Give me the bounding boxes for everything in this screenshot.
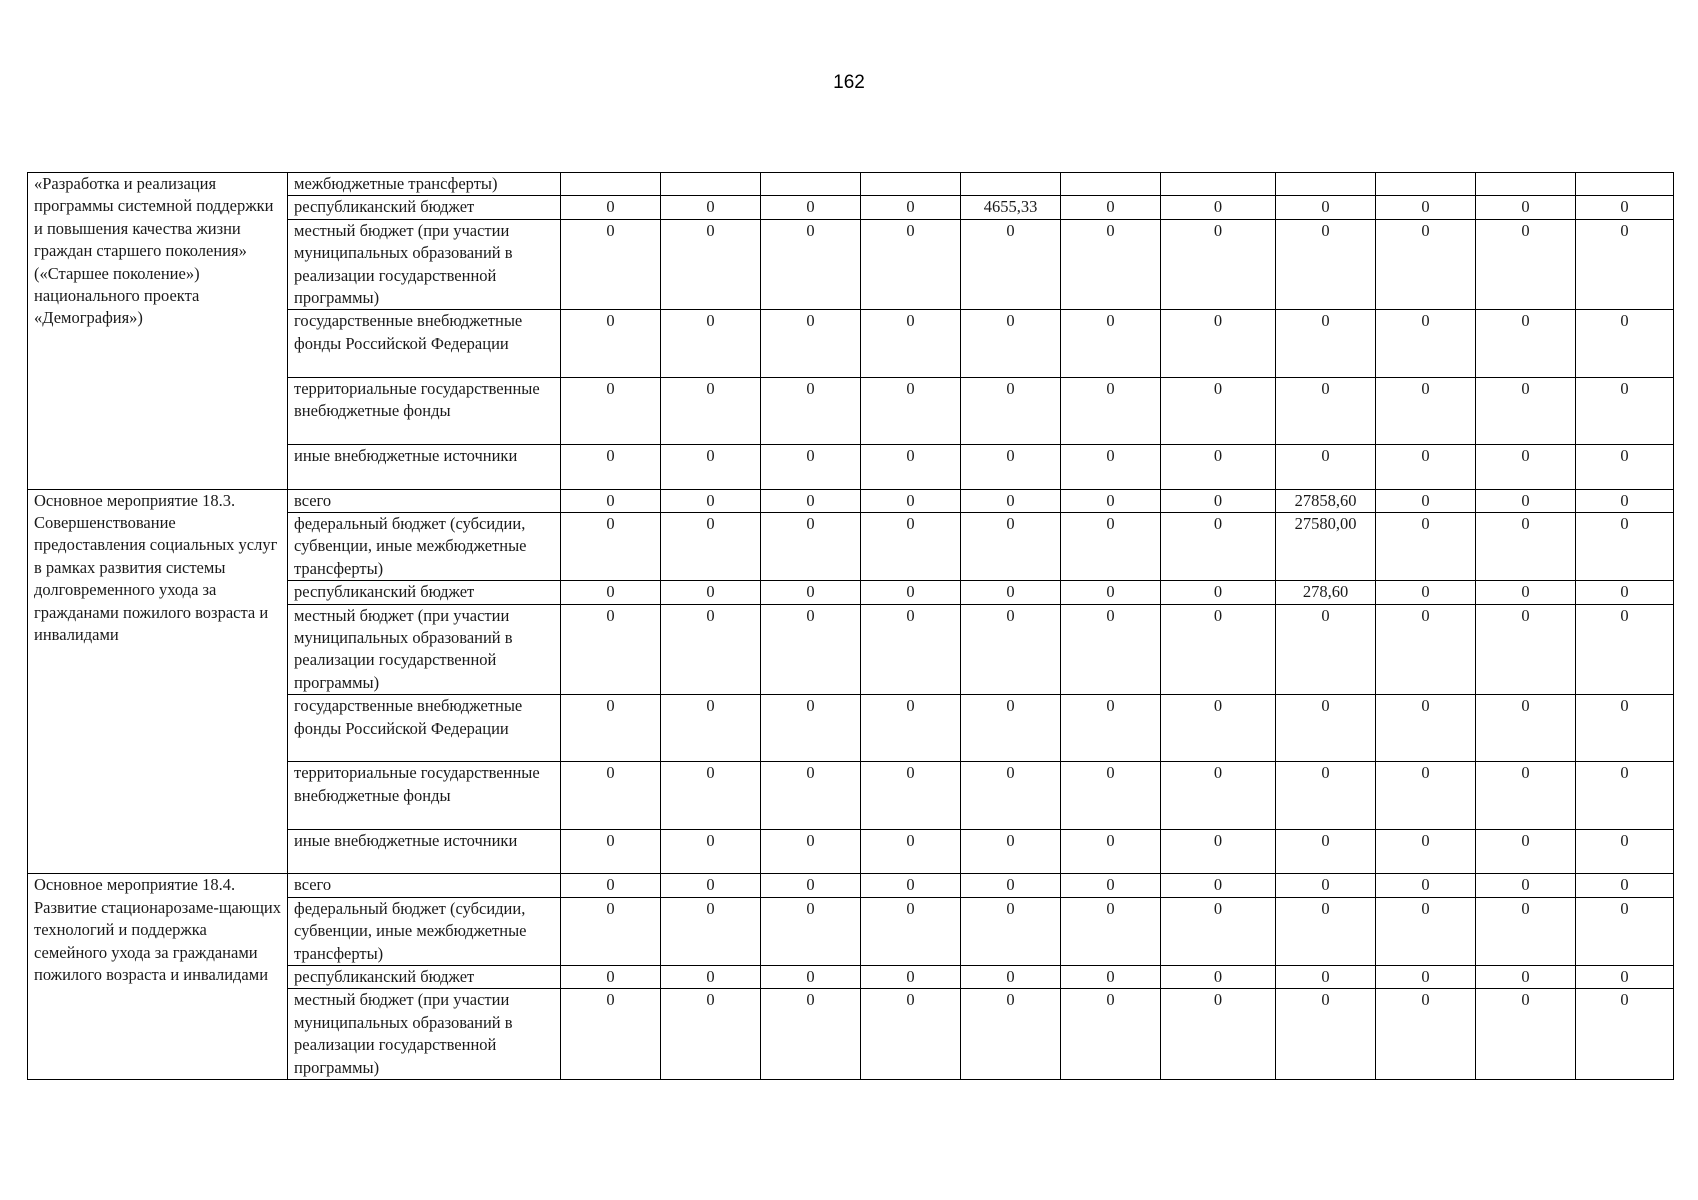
value-cell: 0 (861, 581, 961, 604)
value-cell: 0 (861, 604, 961, 695)
funding-source-cell: территориальные государственные внебюджетные фонды (288, 377, 561, 444)
value-cell (1061, 173, 1161, 196)
value-cell: 0 (861, 196, 961, 219)
value-cell: 0 (1376, 695, 1476, 762)
value-cell: 0 (1061, 489, 1161, 512)
value-cell: 27858,60 (1276, 489, 1376, 512)
value-cell: 0 (961, 695, 1061, 762)
value-cell: 0 (761, 581, 861, 604)
value-cell: 0 (961, 897, 1061, 965)
value-cell (761, 173, 861, 196)
value-cell: 0 (1476, 604, 1576, 695)
value-cell: 0 (1061, 762, 1161, 829)
value-cell: 0 (861, 695, 961, 762)
value-cell: 0 (761, 829, 861, 874)
value-cell: 278,60 (1276, 581, 1376, 604)
value-cell: 0 (561, 489, 661, 512)
value-cell: 0 (761, 444, 861, 489)
value-cell: 0 (1276, 604, 1376, 695)
value-cell: 0 (761, 513, 861, 581)
value-cell: 0 (561, 762, 661, 829)
funding-source-cell: местный бюджет (при участии муниципальных образований в реализации государственной программы) (288, 604, 561, 695)
value-cell: 0 (761, 219, 861, 310)
value-cell: 0 (661, 444, 761, 489)
value-cell: 0 (1576, 219, 1674, 310)
value-cell: 0 (1376, 581, 1476, 604)
value-cell: 0 (1161, 310, 1276, 377)
value-cell: 0 (1476, 829, 1576, 874)
value-cell: 0 (1576, 513, 1674, 581)
value-cell: 0 (661, 513, 761, 581)
value-cell: 0 (861, 489, 961, 512)
value-cell: 0 (1576, 310, 1674, 377)
value-cell: 0 (761, 377, 861, 444)
value-cell: 0 (861, 966, 961, 989)
table-row (28, 489, 1674, 512)
value-cell: 0 (761, 966, 861, 989)
value-cell: 0 (1161, 377, 1276, 444)
value-cell: 0 (661, 604, 761, 695)
value-cell: 0 (661, 489, 761, 512)
funding-source-cell: всего (288, 489, 561, 512)
value-cell: 0 (1576, 874, 1674, 897)
value-cell: 0 (1376, 444, 1476, 489)
value-cell: 0 (1061, 604, 1161, 695)
value-cell: 0 (1376, 196, 1476, 219)
funding-source-cell: государственные внебюджетные фонды Российской Федерации (288, 310, 561, 377)
funding-source-cell: государственные внебюджетные фонды Российской Федерации (288, 695, 561, 762)
value-cell: 0 (1276, 196, 1376, 219)
value-cell: 0 (1161, 989, 1276, 1080)
value-cell: 0 (1476, 989, 1576, 1080)
value-cell: 0 (1161, 897, 1276, 965)
value-cell: 0 (561, 444, 661, 489)
value-cell: 0 (761, 196, 861, 219)
value-cell: 0 (1576, 196, 1674, 219)
value-cell: 0 (861, 310, 961, 377)
value-cell: 0 (1576, 989, 1674, 1080)
value-cell: 0 (961, 762, 1061, 829)
value-cell: 0 (961, 604, 1061, 695)
value-cell: 0 (961, 489, 1061, 512)
value-cell: 0 (1376, 219, 1476, 310)
value-cell (661, 173, 761, 196)
value-cell: 0 (1376, 897, 1476, 965)
value-cell: 0 (1376, 966, 1476, 989)
value-cell: 0 (961, 829, 1061, 874)
funding-source-cell: межбюджетные трансферты) (288, 173, 561, 196)
value-cell: 0 (561, 604, 661, 695)
value-cell: 0 (861, 829, 961, 874)
value-cell: 0 (1061, 196, 1161, 219)
value-cell: 0 (861, 513, 961, 581)
value-cell: 0 (561, 989, 661, 1080)
value-cell (561, 173, 661, 196)
value-cell: 0 (961, 513, 1061, 581)
value-cell: 0 (1061, 695, 1161, 762)
value-cell: 0 (1161, 581, 1276, 604)
funding-source-cell: местный бюджет (при участии муниципальных образований в реализации государственной программы) (288, 219, 561, 310)
value-cell: 0 (861, 377, 961, 444)
value-cell: 0 (1161, 489, 1276, 512)
value-cell (1476, 173, 1576, 196)
value-cell: 0 (1276, 695, 1376, 762)
value-cell: 0 (961, 310, 1061, 377)
value-cell: 0 (1276, 989, 1376, 1080)
value-cell: 0 (1476, 897, 1576, 965)
value-cell: 0 (1161, 196, 1276, 219)
value-cell: 0 (1276, 219, 1376, 310)
value-cell: 0 (1061, 310, 1161, 377)
value-cell: 0 (661, 581, 761, 604)
value-cell: 0 (1276, 762, 1376, 829)
value-cell: 0 (1476, 310, 1576, 377)
value-cell: 0 (1276, 829, 1376, 874)
value-cell: 0 (1576, 377, 1674, 444)
value-cell: 0 (1276, 897, 1376, 965)
value-cell: 0 (561, 695, 661, 762)
value-cell: 0 (1476, 513, 1576, 581)
value-cell: 0 (1061, 989, 1161, 1080)
value-cell: 0 (561, 874, 661, 897)
value-cell: 0 (661, 310, 761, 377)
value-cell: 0 (661, 762, 761, 829)
value-cell: 0 (661, 377, 761, 444)
funding-source-cell: территориальные государственные внебюджетные фонды (288, 762, 561, 829)
table-row (28, 173, 1674, 196)
value-cell (961, 173, 1061, 196)
page-number: 162 (833, 72, 865, 93)
value-cell: 0 (661, 695, 761, 762)
value-cell: 0 (961, 581, 1061, 604)
value-cell: 0 (661, 897, 761, 965)
value-cell: 0 (1061, 513, 1161, 581)
value-cell: 0 (1576, 581, 1674, 604)
value-cell: 0 (861, 762, 961, 829)
value-cell: 0 (1576, 762, 1674, 829)
value-cell: 0 (1476, 219, 1576, 310)
value-cell: 0 (1061, 829, 1161, 874)
value-cell: 0 (861, 874, 961, 897)
value-cell: 0 (961, 989, 1061, 1080)
value-cell: 0 (1276, 874, 1376, 897)
funding-source-cell: всего (288, 874, 561, 897)
value-cell: 0 (561, 513, 661, 581)
value-cell: 0 (1576, 604, 1674, 695)
event-title-cell: «Разработка и реализация программы системной поддержки и повышения качества жизни граждан старшего поколения» («Старшее поколение») национального проекта «Демография») (28, 173, 288, 490)
value-cell: 0 (661, 989, 761, 1080)
value-cell: 0 (861, 444, 961, 489)
value-cell: 0 (561, 581, 661, 604)
table-row (28, 874, 1674, 897)
value-cell: 0 (961, 966, 1061, 989)
value-cell (1161, 173, 1276, 196)
value-cell: 0 (1161, 219, 1276, 310)
value-cell: 0 (1061, 966, 1161, 989)
funding-source-cell: федеральный бюджет (субсидии, субвенции, иные межбюджетные трансферты) (288, 897, 561, 965)
value-cell: 0 (661, 196, 761, 219)
value-cell: 0 (1476, 196, 1576, 219)
value-cell: 0 (1376, 310, 1476, 377)
value-cell: 0 (561, 219, 661, 310)
value-cell: 0 (1376, 874, 1476, 897)
value-cell: 0 (1161, 829, 1276, 874)
value-cell: 0 (661, 219, 761, 310)
value-cell: 0 (1061, 219, 1161, 310)
value-cell: 0 (561, 897, 661, 965)
value-cell: 0 (861, 989, 961, 1080)
value-cell (1276, 173, 1376, 196)
value-cell: 0 (1376, 377, 1476, 444)
value-cell: 0 (561, 966, 661, 989)
value-cell: 0 (961, 444, 1061, 489)
value-cell: 0 (1576, 489, 1674, 512)
value-cell: 0 (1161, 966, 1276, 989)
value-cell: 0 (1061, 874, 1161, 897)
value-cell: 0 (1276, 310, 1376, 377)
value-cell: 0 (1476, 444, 1576, 489)
value-cell: 0 (1061, 444, 1161, 489)
funding-source-cell: местный бюджет (при участии муниципальных образований в реализации государственной программы) (288, 989, 561, 1080)
value-cell: 0 (1476, 377, 1576, 444)
value-cell: 0 (761, 989, 861, 1080)
value-cell: 0 (1476, 489, 1576, 512)
value-cell: 0 (1576, 897, 1674, 965)
funding-source-cell: республиканский бюджет (288, 966, 561, 989)
funding-source-cell: республиканский бюджет (288, 196, 561, 219)
value-cell: 0 (861, 219, 961, 310)
value-cell: 0 (1376, 989, 1476, 1080)
value-cell: 0 (1376, 762, 1476, 829)
value-cell: 0 (561, 310, 661, 377)
value-cell: 0 (761, 762, 861, 829)
value-cell: 0 (961, 219, 1061, 310)
value-cell: 0 (1376, 513, 1476, 581)
value-cell: 0 (761, 897, 861, 965)
value-cell: 0 (1161, 444, 1276, 489)
value-cell: 0 (1476, 581, 1576, 604)
value-cell: 0 (1276, 377, 1376, 444)
value-cell: 0 (1376, 829, 1476, 874)
value-cell: 0 (1576, 695, 1674, 762)
funding-source-cell: иные внебюджетные источники (288, 444, 561, 489)
value-cell: 0 (1376, 489, 1476, 512)
value-cell (1576, 173, 1674, 196)
value-cell (1376, 173, 1476, 196)
value-cell (861, 173, 961, 196)
funding-source-cell: республиканский бюджет (288, 581, 561, 604)
value-cell: 0 (1476, 695, 1576, 762)
value-cell: 4655,33 (961, 196, 1061, 219)
value-cell: 0 (661, 829, 761, 874)
value-cell: 0 (561, 377, 661, 444)
value-cell: 27580,00 (1276, 513, 1376, 581)
funding-source-cell: иные внебюджетные источники (288, 829, 561, 874)
value-cell: 0 (761, 604, 861, 695)
value-cell: 0 (961, 874, 1061, 897)
value-cell: 0 (661, 966, 761, 989)
value-cell: 0 (1276, 444, 1376, 489)
value-cell: 0 (1576, 829, 1674, 874)
value-cell: 0 (1161, 513, 1276, 581)
value-cell: 0 (761, 695, 861, 762)
value-cell: 0 (961, 377, 1061, 444)
event-title-cell: Основное мероприятие 18.3. Совершенствование предоставления социальных услуг в рамках развития системы долговременного ухода за гражданами пожилого возраста и инвалидами (28, 489, 288, 874)
value-cell: 0 (661, 874, 761, 897)
value-cell: 0 (1476, 762, 1576, 829)
value-cell: 0 (1576, 966, 1674, 989)
budget-table-body (28, 173, 1674, 1080)
value-cell: 0 (1161, 874, 1276, 897)
value-cell: 0 (1161, 762, 1276, 829)
value-cell: 0 (761, 874, 861, 897)
value-cell: 0 (1576, 444, 1674, 489)
funding-source-cell: федеральный бюджет (субсидии, субвенции, иные межбюджетные трансферты) (288, 513, 561, 581)
value-cell: 0 (1061, 581, 1161, 604)
budget-table (27, 172, 1674, 1080)
value-cell: 0 (561, 196, 661, 219)
value-cell: 0 (1276, 966, 1376, 989)
value-cell: 0 (1161, 695, 1276, 762)
value-cell: 0 (561, 829, 661, 874)
value-cell: 0 (761, 310, 861, 377)
event-title-cell: Основное мероприятие 18.4. Развитие стационарозаме-щающих технологий и поддержка семейного ухода за гражданами пожилого возраста и инвалидами (28, 874, 288, 1080)
value-cell: 0 (1061, 377, 1161, 444)
value-cell: 0 (1476, 874, 1576, 897)
value-cell: 0 (1161, 604, 1276, 695)
value-cell: 0 (861, 897, 961, 965)
value-cell: 0 (761, 489, 861, 512)
value-cell: 0 (1376, 604, 1476, 695)
value-cell: 0 (1476, 966, 1576, 989)
value-cell: 0 (1061, 897, 1161, 965)
